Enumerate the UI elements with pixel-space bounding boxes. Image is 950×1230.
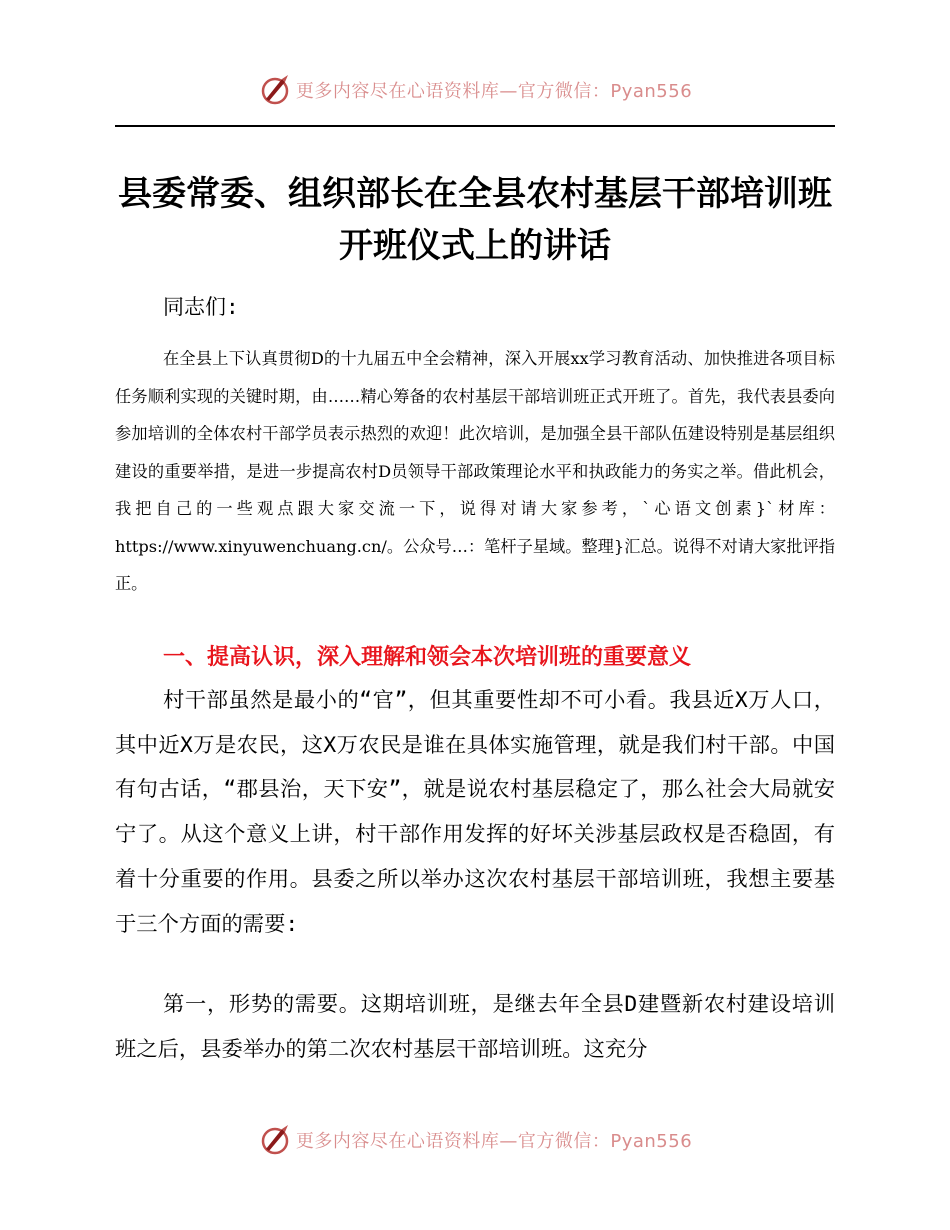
section-1-paragraph-1: 村干部虽然是最小的“官”，但其重要性却不可小看。我县近X万人口，其中近X万是农民，这X万农民是谁在具体实施管理，就是我们村干部。中国有句古话，“郡县治，天下安”，就是说农村基层稳定了，那么社会大局就安宁了。从这个意义上讲，村干部作用发挥的好坏关涉基层政权是否稳固，有着十分重要的作用。县委之所以举办这次农村基层干部培训班，我想主要基于三个方面的需要: bbox=[115, 688, 835, 937]
header-divider bbox=[115, 125, 835, 127]
quill-pen-logo-icon bbox=[258, 73, 292, 107]
title-line-1: 县委常委、组织部长在全县农村基层干部培训班 bbox=[118, 174, 832, 214]
intro-paragraph: 在全县上下认真贯彻D的十九届五中全会精神，深入开展xx学习教育活动、加快推进各项目标任务顺利实现的关键时期，由……精心筹备的农村基层干部培训班正式开班了。首先，我代表县委向参加培训的全体农村干部学员表示热烈的欢迎！此次培训，是加强全县干部队伍建设特别是基层组织建设的重要举措，是进一步提高农村D员领导干部政策理论水平和执政能力的务实之举。借此机会，我把自己的一些观点跟大家交流一下，说得对请大家参考，`心语文创素}`材库：https://www.xinyuwenchuang.cn/。公众号…：笔杆子星域。整理}汇总。说得不对请大家批评指正。 bbox=[115, 349, 835, 593]
quill-pen-logo-icon bbox=[258, 1123, 292, 1157]
watermark-text: 更多内容尽在心语资料库—官方微信：Pyan556 bbox=[295, 1131, 693, 1152]
title-line-2: 开班仪式上的讲话 bbox=[339, 226, 611, 266]
greeting: 同志们: bbox=[163, 295, 239, 319]
footer-watermark bbox=[0, 1120, 950, 1160]
header-watermark bbox=[0, 70, 950, 110]
document-title bbox=[115, 168, 835, 272]
section-1-paragraph-2: 第一，形势的需要。这期培训班，是继去年全县D建暨新农村建设培训班之后，县委举办的第二次农村基层干部培训班。这充分 bbox=[115, 992, 835, 1062]
section-1-heading: 一、提高认识，深入理解和领会本次培训班的重要意义 bbox=[163, 645, 692, 670]
watermark-text: 更多内容尽在心语资料库—官方微信：Pyan556 bbox=[295, 81, 693, 102]
